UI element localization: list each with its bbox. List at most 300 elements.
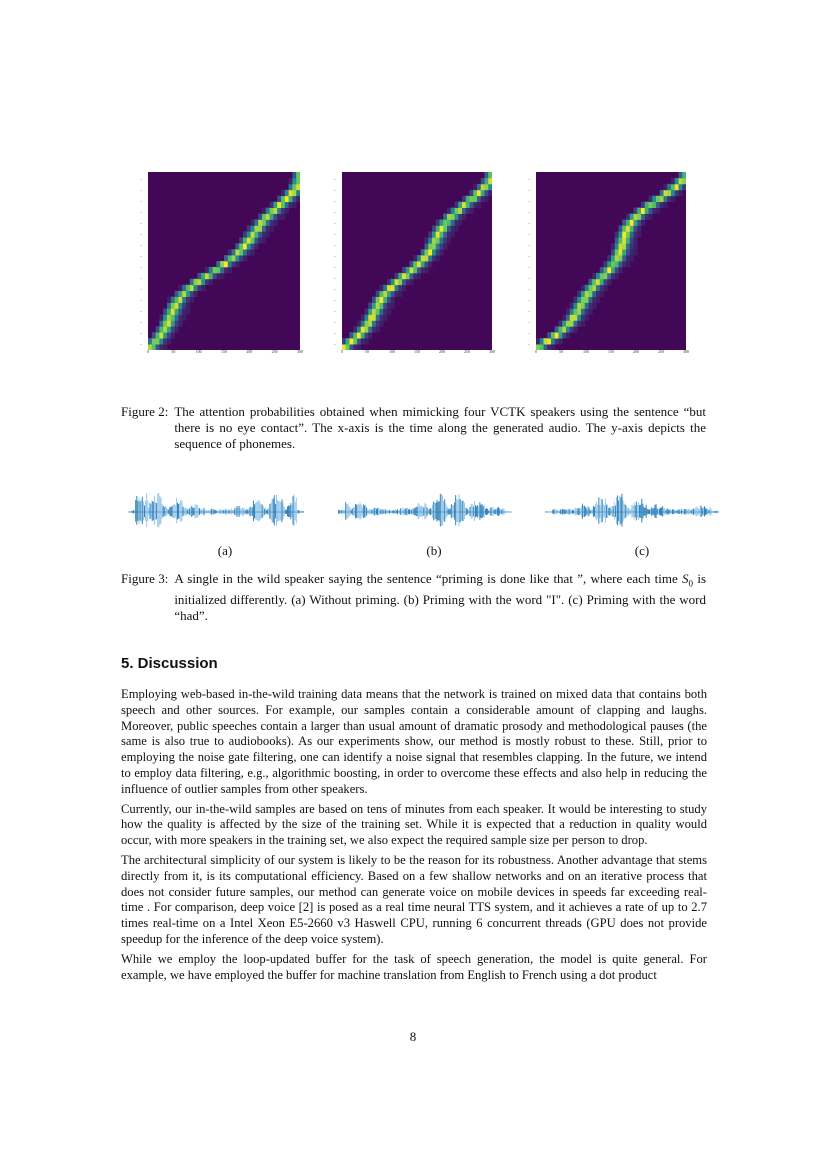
heatmap-cell [186,303,190,309]
heatmap-cell [570,308,574,314]
heatmap-cell [235,249,239,255]
heatmap-cell [581,303,585,309]
heatmap-cell [436,255,440,261]
heatmap-cell [462,214,466,220]
heatmap-cell [481,178,485,184]
paragraph: The architectural simplicity of our system is likely to be the reason for its robustness. Another advantage that stems directly from it, is its computational efficiency. Based on a few shallow networks and on an iterative process that does not consider future samples, our method can generate voice on mobile devices in speeds far exceeding real-time . For comparison, deep voice [2] is posed as a real time neural TTS system, and it achieves a rate of up to 2.7 times real-time on a Intel Xeon E5-2660 v3 Haswell CPU, running 6 concurrent threads (GPU does not provide speedup for the inference of the deep voice system). [121,852,707,946]
heatmap-cell [630,214,634,220]
heatmap-cell [254,237,258,243]
heatmap-cell [604,279,608,285]
heatmap-cell [443,243,447,249]
heatmap-cell [368,303,372,309]
heatmap-cell [201,273,205,279]
heatmap-cell [585,291,589,297]
y-tick-mark: – [528,176,530,181]
heatmap-cell [228,261,232,267]
heatmap-cell [607,273,611,279]
heatmap-cell [473,190,477,196]
heatmap-cell [440,249,444,255]
heatmap-cell [353,326,357,332]
heatmap-cell [559,320,563,326]
heatmap-cell [547,332,551,338]
heatmap-cell [604,285,608,291]
heatmap-cell [365,320,369,326]
heatmap-cell [574,320,578,326]
heatmap-cell [425,249,429,255]
heatmap-cell [634,208,638,214]
heatmap-cell [577,303,581,309]
heatmap-cell [194,291,198,297]
heatmap-cell [428,231,432,237]
heatmap-cell [432,225,436,231]
heatmap-cell [216,267,220,273]
heatmap-cell [175,297,179,303]
heatmap-cell [428,243,432,249]
heatmap-cell [262,225,266,231]
heatmap-cell [555,338,559,344]
heatmap-cell [266,219,270,225]
heatmap-cell [619,249,623,255]
heatmap-cell [258,237,262,243]
heatmap-cell [451,225,455,231]
heatmap-cell [182,303,186,309]
x-tick-label: 300 [489,349,495,354]
heatmap-cell [622,219,626,225]
heatmap-cell [292,172,296,178]
heatmap-cell [197,273,201,279]
heatmap-cell [376,303,380,309]
heatmap-cell [182,285,186,291]
y-tick-mark: – [528,242,530,247]
heatmap-cell [488,184,492,190]
heatmap-cell [432,255,436,261]
figure-2-caption [121,404,706,452]
heatmap-cell [159,326,163,332]
section-title: 5. Discussion [121,655,218,672]
heatmap-cell [641,208,645,214]
heatmap-cell [171,326,175,332]
heatmap-cell [447,208,451,214]
heatmap-cell [190,285,194,291]
heatmap-cell [596,285,600,291]
heatmap-cell [156,326,160,332]
heatmap-cell [589,291,593,297]
heatmap-cell [622,237,626,243]
heatmap-cell [190,291,194,297]
heatmap-cell [615,243,619,249]
heatmap-cell [205,279,209,285]
heatmap-cell [251,219,255,225]
y-tick-mark: – [140,297,142,302]
heatmap-cell [592,285,596,291]
heatmap-cell [432,243,436,249]
y-tick-mark: – [528,209,530,214]
heatmap-cell [630,243,634,249]
x-tick-label: 250 [271,349,278,354]
figure-3-label: Figure 3: [121,571,169,586]
heatmap-cell [600,291,604,297]
heatmap-cell [581,285,585,291]
heatmap-cell [589,297,593,303]
heatmap-cell [159,332,163,338]
heatmap-cell [167,320,171,326]
heatmap-cell [292,190,296,196]
heatmap-cell [410,261,414,267]
heatmap-cell [209,279,213,285]
heatmap-1-y-ticks [140,172,146,350]
heatmap-cell [391,285,395,291]
heatmap-cell [667,184,671,190]
heatmap-cell [163,326,167,332]
heatmap-cell [675,190,679,196]
heatmap-cell [649,196,653,202]
heatmap-cell [596,279,600,285]
heatmap-cell [398,279,402,285]
heatmap-cell [634,249,638,255]
heatmap-cell [596,291,600,297]
heatmap-cell [201,285,205,291]
heatmap-cell [216,273,220,279]
x-tick-label: 0 [147,349,149,354]
y-tick-mark: – [140,308,142,313]
heatmap-cell [585,308,589,314]
heatmap-cell [251,231,255,237]
heatmap-cell [186,291,190,297]
heatmap-cell [398,273,402,279]
heatmap-cell [232,249,236,255]
y-tick-mark: – [334,264,336,269]
paragraph: Employing web-based in-the-wild training data means that the network is trained on mixed data that contains both speech and other sources. For example, our samples contain a considerable amount of clapping and laughs. Moreover, public speeches contain a larger than usual amount of dramatic prosody and methodological pauses (the same is also true to audiobooks). As our experiments show, our method is mostly robust to these. Still, prior to employing the noise gate filtering, one can identify a noise signal that resembles clapping. In the future, we intend to employ data filtering, e.g., algorithmic boosting, in order to overcome these effects and also help in reducing the influence of outlier samples from other speakers. [121,687,707,796]
heatmap-cell [622,231,626,237]
heatmap-cell [458,208,462,214]
heatmap-cell [679,172,683,178]
heatmap-cell [395,273,399,279]
figure-3-caption-text [174,571,706,624]
y-tick-mark: – [528,297,530,302]
subfigure-label-c: (c) [634,543,650,558]
heatmap-cell [178,297,182,303]
heatmap-cell [615,261,619,267]
heatmap-cell [171,320,175,326]
heatmap-cell [247,243,251,249]
heatmap-cell [581,308,585,314]
heatmap-cell [220,261,224,267]
heatmap-cell [485,184,489,190]
heatmap-cell [596,273,600,279]
heatmap-cell [664,196,668,202]
y-tick-mark: – [140,242,142,247]
y-tick-mark: – [528,319,530,324]
heatmap-cell [615,255,619,261]
y-tick-mark: – [528,330,530,335]
heatmap-cell [262,237,266,243]
heatmap-cell [462,202,466,208]
heatmap-cell [201,279,205,285]
x-tick-label: 100 [583,349,589,354]
heatmap-svg-2 [342,172,492,350]
heatmap-cell [585,285,589,291]
heatmap-cell [566,326,570,332]
heatmap-cell [562,314,566,320]
heatmap-cell [626,237,630,243]
heatmap-cell [353,338,357,344]
y-tick-mark: – [334,242,336,247]
heatmap-cell [570,303,574,309]
y-tick-mark: – [334,253,336,258]
heatmap-cell [182,291,186,297]
heatmap-cell [361,332,365,338]
heatmap-cell [637,214,641,220]
y-tick-mark: – [140,187,142,192]
heatmap-cell [637,208,641,214]
heatmap-cell [281,202,285,208]
heatmap-cell [171,297,175,303]
y-tick-mark: – [528,253,530,258]
heatmap-cell [372,320,376,326]
heatmap-cell [289,178,293,184]
heatmap-cell [285,202,289,208]
heatmap-cell [270,214,274,220]
heatmap-cell [398,291,402,297]
heatmap-cell [455,214,459,220]
heatmap-cell [243,243,247,249]
heatmap-cell [581,297,585,303]
subfigure-label-a: (a) [217,543,233,558]
heatmap-cell [462,196,466,202]
heatmap-cell [619,243,623,249]
x-tick-label: 250 [464,349,470,354]
heatmap-cell [380,314,384,320]
heatmap-cell [251,243,255,249]
heatmap-cell [190,279,194,285]
heatmap-cell [481,190,485,196]
heatmap-cell [372,308,376,314]
y-tick-mark: – [140,176,142,181]
heatmap-cell [622,261,626,267]
heatmap-cell [592,303,596,309]
heatmap-cell [197,285,201,291]
heatmap-cell [228,255,232,261]
heatmap-cell [566,308,570,314]
heatmap-cell [402,267,406,273]
y-tick-mark: – [334,330,336,335]
heatmap-cell [413,261,417,267]
heatmap-cell [406,267,410,273]
heatmap-cell [175,326,179,332]
heatmap-cell [675,184,679,190]
heatmap-cell [159,320,163,326]
x-tick-label: 300 [683,349,689,354]
heatmap-cell [296,184,300,190]
heatmap-cell [270,208,274,214]
heatmap-cell [455,208,459,214]
heatmap-cell [649,202,653,208]
heatmap-cell [611,249,615,255]
heatmap-cell [232,261,236,267]
heatmap-cell [402,273,406,279]
heatmap-cell [156,332,160,338]
heatmap-cell [664,190,668,196]
heatmap-cell [626,225,630,231]
heatmap-cell [656,196,660,202]
figure-2-label: Figure 2: [121,404,169,419]
heatmap-cell [289,202,293,208]
heatmap-cell [159,314,163,320]
heatmap-cell [224,255,228,261]
heatmap-cell [592,273,596,279]
heatmap-cell [440,243,444,249]
heatmap-cell [600,279,604,285]
heatmap-cell [357,320,361,326]
heatmap-cell [600,267,604,273]
heatmap-cell [458,202,462,208]
heatmap-cell [178,314,182,320]
y-tick-mark: – [140,198,142,203]
heatmap-cell [292,178,296,184]
section-body [121,687,707,987]
heatmap-cell [243,231,247,237]
heatmap-cell [213,267,217,273]
heatmap-cell [485,178,489,184]
y-tick-mark: – [140,220,142,225]
heatmap-cell [679,190,683,196]
y-tick-mark: – [528,308,530,313]
heatmap-cell [209,267,213,273]
y-tick-mark: – [140,330,142,335]
heatmap-cell [473,202,477,208]
heatmap-cell [622,225,626,231]
heatmap-cell [581,314,585,320]
heatmap-cell [228,267,232,273]
heatmap-cell [391,303,395,309]
heatmap-cell [171,314,175,320]
heatmap-cell [258,214,262,220]
heatmap-2-x-ticks [341,349,495,359]
heatmap-cell [645,208,649,214]
y-tick-mark: – [140,286,142,291]
heatmap-cell [436,249,440,255]
heatmap-cell [619,255,623,261]
heatmap-cell [447,225,451,231]
heatmap-cell [592,297,596,303]
heatmap-cell [440,237,444,243]
heatmap-cell [470,202,474,208]
heatmap-cell [536,338,540,344]
heatmap-cell [596,297,600,303]
heatmap-cell [607,255,611,261]
heatmap-cell [634,225,638,231]
heatmap-cell [630,249,634,255]
heatmap-cell [649,214,653,220]
heatmap-cell [421,261,425,267]
y-tick-mark: – [334,275,336,280]
waveform-c [545,488,719,532]
heatmap-cell [585,297,589,303]
heatmap-cell [285,196,289,202]
heatmap-cell [626,255,630,261]
heatmap-cell [209,273,213,279]
heatmap-cell [425,255,429,261]
heatmap-cell [380,297,384,303]
heatmap-cell [270,202,274,208]
heatmap-cell [410,267,414,273]
heatmap-cell [634,214,638,220]
paragraph: While we employ the loop-updated buffer for the task of speech generation, the model is quite general. For example, we have employed the buffer for machine translation from English to French using a dot product [121,951,707,982]
heatmap-cell [488,172,492,178]
heatmap-cell [485,190,489,196]
heatmap-cell [413,273,417,279]
math-symbol-s: S [682,571,689,586]
heatmap-cell [266,214,270,220]
heatmap-cell [387,285,391,291]
heatmap-cell [194,279,198,285]
heatmap-cell [368,320,372,326]
heatmap-cell [656,202,660,208]
heatmap-cell [667,190,671,196]
heatmap-cell [277,196,281,202]
heatmap-cell [630,231,634,237]
heatmap-cell [574,308,578,314]
heatmap-cell [387,291,391,297]
heatmap-cell [273,202,277,208]
heatmap-cell [428,249,432,255]
heatmap-cell [622,243,626,249]
heatmap-cell [398,285,402,291]
heatmap-cell [562,320,566,326]
heatmap-cell [277,214,281,220]
heatmap-cell [615,267,619,273]
heatmap-cell [652,202,656,208]
heatmap-cell [258,231,262,237]
heatmap-cell [254,243,258,249]
heatmap-cell [406,273,410,279]
heatmap-cell [251,237,255,243]
heatmap-cell [592,291,596,297]
heatmap-cell [671,190,675,196]
heatmap-cell [171,303,175,309]
heatmap-cell [224,261,228,267]
heatmap-cell [470,208,474,214]
heatmap-cell [159,338,163,344]
heatmap-cell [289,196,293,202]
heatmap-cell [357,338,361,344]
heatmap-cell [667,196,671,202]
heatmap-cell [458,219,462,225]
heatmap-cell [289,190,293,196]
heatmap-cell [481,196,485,202]
heatmap-cell [425,267,429,273]
heatmap-cell [660,196,664,202]
heatmap-cell [562,326,566,332]
heatmap-cell [428,255,432,261]
heatmap-cell [383,308,387,314]
heatmap-cell [395,285,399,291]
heatmap-cell [205,273,209,279]
heatmap-cell [190,297,194,303]
heatmap-cell [570,320,574,326]
heatmap-cell [380,291,384,297]
heatmap-cell [273,208,277,214]
heatmap-cell [277,208,281,214]
heatmap-cell [266,208,270,214]
heatmap-cell [664,184,668,190]
heatmap-cell [436,243,440,249]
heatmap-cell [216,261,220,267]
x-tick-label: 50 [171,349,176,354]
heatmap-cell [383,285,387,291]
heatmap-cell [178,320,182,326]
heatmap-cell [342,338,346,344]
